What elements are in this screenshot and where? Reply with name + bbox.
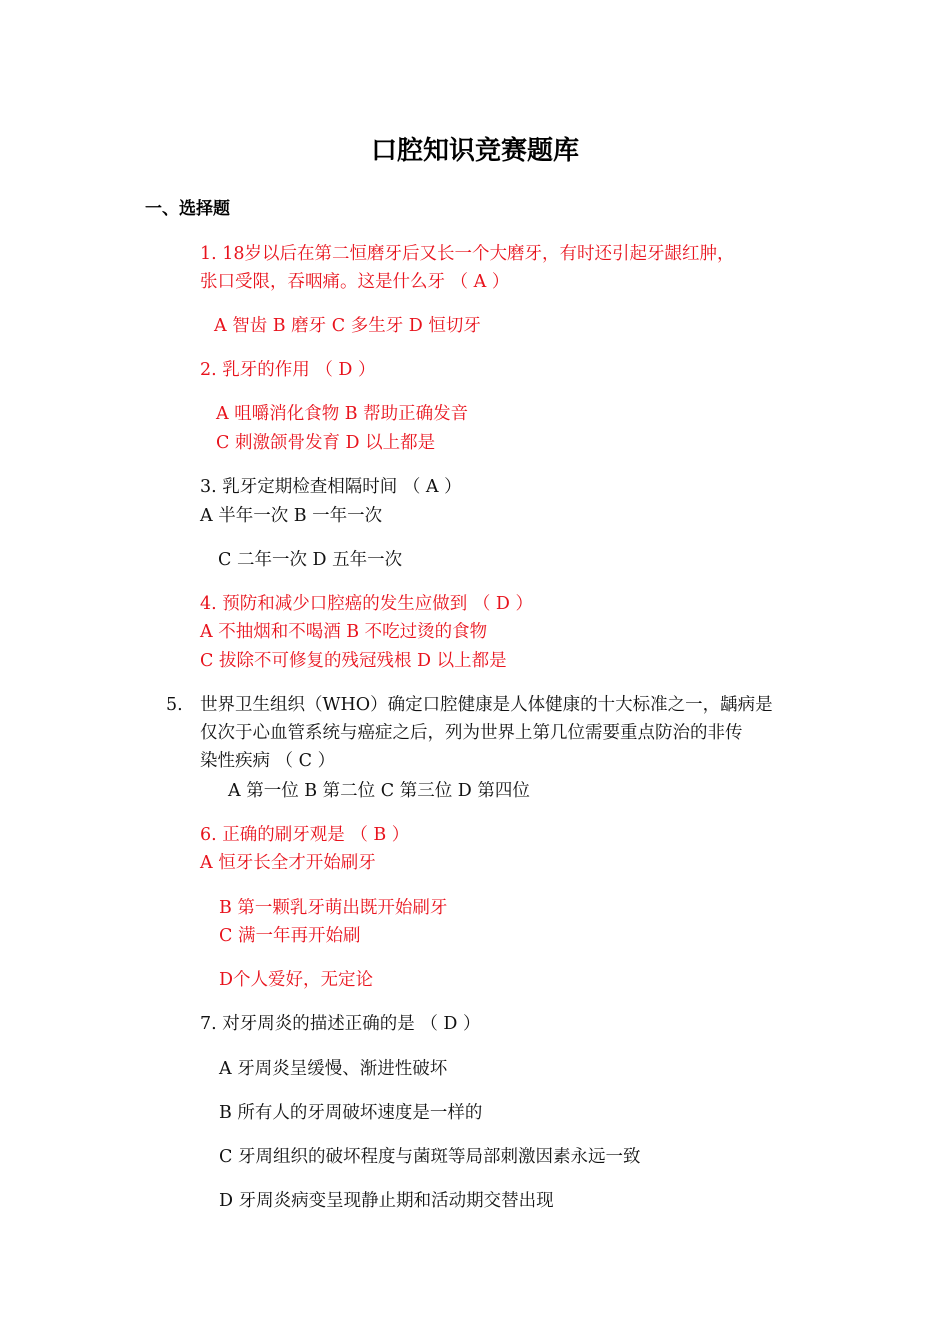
question-5-number: 5.	[166, 695, 183, 715]
question-4-options-cd: C 拔除不可修复的残冠残根 D 以上都是	[200, 651, 507, 671]
question-3-options-ab: A 半年一次 B 一年一次	[200, 506, 383, 526]
question-6-option-d: D个人爱好，无定论	[219, 970, 374, 990]
question-3-stem: 3. 乳牙定期检查相隔时间 （ A ）	[200, 477, 462, 497]
question-7-option-a: A 牙周炎呈缓慢、渐进性破坏	[219, 1059, 448, 1079]
question-7-option-b: B 所有人的牙周破坏速度是一样的	[219, 1103, 483, 1123]
question-6-option-a: A 恒牙长全才开始刷牙	[200, 853, 376, 873]
question-7-option-c: C 牙周组织的破坏程度与菌斑等局部刺激因素永远一致	[219, 1147, 641, 1167]
question-2-stem: 2. 乳牙的作用 （ D ）	[200, 360, 376, 380]
question-5-options: A 第一位 B 第二位 C 第三位 D 第四位	[228, 781, 530, 801]
question-1-options: A 智齿 B 磨牙 C 多生牙 D 恒切牙	[214, 316, 481, 336]
question-6-option-c: C 满一年再开始刷	[219, 926, 361, 946]
question-7-option-d: D 牙周炎病变呈现静止期和活动期交替出现	[219, 1191, 554, 1211]
question-5-line-2: 仅次于心血管系统与癌症之后，列为世界上第几位需要重点防治的非传	[200, 723, 743, 743]
page-title: 口腔知识竞赛题库	[370, 136, 579, 166]
question-1-line-1: 1. 18岁以后在第二恒磨牙后又长一个大磨牙，有时还引起牙龈红肿，	[200, 244, 735, 264]
question-2-options-ab: A 咀嚼消化食物 B 帮助正确发音	[216, 404, 469, 424]
question-5-line-1: 世界卫生组织（WHO）确定口腔健康是人体健康的十大标准之一，龋病是	[200, 695, 773, 715]
question-3-options-cd: C 二年一次 D 五年一次	[218, 550, 403, 570]
section-heading: 一、选择题	[145, 199, 230, 219]
question-1-line-2: 张口受限，吞咽痛。这是什么牙 （ A ）	[200, 272, 510, 292]
question-6-stem: 6. 正确的刷牙观是 （ B ）	[200, 825, 410, 845]
question-7-stem: 7. 对牙周炎的描述正确的是 （ D ）	[200, 1014, 481, 1034]
question-2-options-cd: C 刺激颌骨发育 D 以上都是	[216, 433, 436, 453]
question-4-options-ab: A 不抽烟和不喝酒 B 不吃过烫的食物	[200, 622, 488, 642]
question-4-stem: 4. 预防和减少口腔癌的发生应做到 （ D ）	[200, 594, 533, 614]
question-6-option-b: B 第一颗乳牙萌出既开始刷牙	[219, 898, 448, 918]
question-5-line-3: 染性疾病 （ C ）	[200, 751, 336, 771]
